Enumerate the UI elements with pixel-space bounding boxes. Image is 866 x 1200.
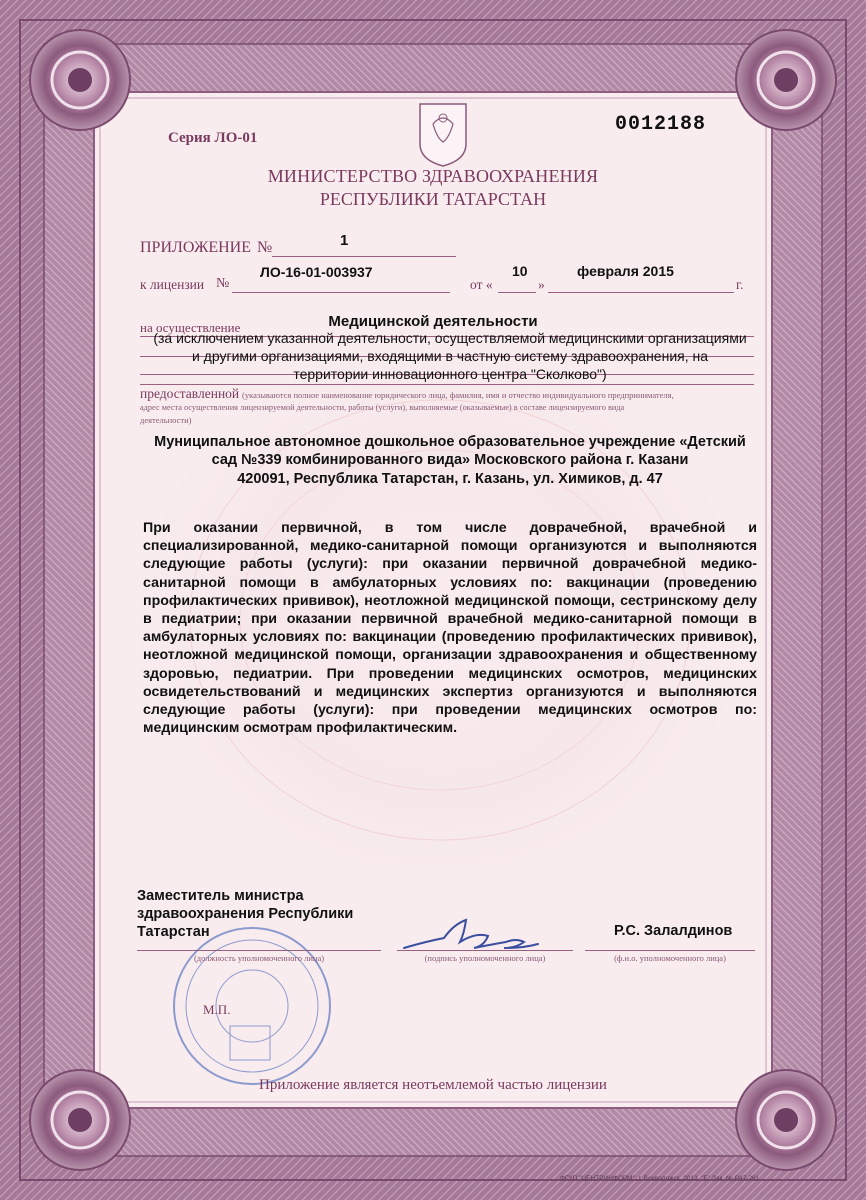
- license-number: ЛО-16-01-003937: [260, 264, 373, 280]
- granted-note-line-1: (указываются полное наименование юридического лица, фамилия, имя и отчество индивидуального предпринимателя,: [242, 390, 674, 400]
- activity-title: Медицинской деятельности: [328, 313, 538, 330]
- appendix-underline: [272, 256, 456, 257]
- activity-line-1: (за исключением указанной деятельности, осуществляемой медицинскими организациями: [153, 330, 747, 346]
- caption-name: (ф.и.о. уполномоченного лица): [614, 953, 726, 963]
- services-description: При оказании первичной, в том числе доврачебной, врачебной и специализированной, медико-санитарной помощи организуются и выполняются следующие работы (услуги): при оказании первичной доврачебной медико-санитарной помощи в амбулаторных условиях по: вакцинации (проведению профилактических прививок), неотложной медицинской помощи, сестринскому делу в педиатрии; при оказании первичной врачебной медико-санитарной помощи в амбулаторных условиях по: вакцинации (проведению профилактических прививок), неотложной медицинской помощи, организации здравоохранения и общественному здоровью, педиатрии. При проведении медицинских осмотров, медицинских освидетельствований и медицинских экспертиз организуются и выполняются следующие работы (услуги): при проведении медицинских осмотров по: медицинским осмотрам профилактическим.: [143, 520, 757, 737]
- signer-name: Р.С. Залалдинов: [614, 923, 733, 939]
- license-day-underline: [498, 292, 536, 293]
- printer-imprint: ФГУП "ЦЕНТРИНФОРМ", г. Всеволожск, 2013, "Б" Зак. № Р47-261: [560, 1175, 760, 1182]
- footer-note: Приложение является неотъемлемой частью лицензии: [259, 1077, 607, 1093]
- license-month-underline: [548, 292, 734, 293]
- coat-of-arms-icon: [420, 104, 466, 166]
- series-label: Серия ЛО-01: [168, 130, 258, 146]
- signer-position-line-1: Заместитель министра: [137, 888, 304, 904]
- license-year-suffix: г.: [736, 277, 744, 292]
- signature-underline: [397, 950, 573, 951]
- activity-underline-4: [140, 384, 754, 385]
- appendix-number: 1: [340, 232, 349, 249]
- license-day: 10: [512, 263, 528, 279]
- activity-line-3: территории инновационного центра "Сколково"): [293, 366, 607, 382]
- granted-label: предоставленной: [140, 386, 240, 401]
- license-num-sign: №: [216, 276, 230, 291]
- caption-position: (должность уполномоченного лица): [193, 953, 325, 963]
- position-underline: [137, 950, 381, 951]
- ministry-title-line2: РЕСПУБЛИКИ ТАТАРСТАН: [319, 189, 547, 209]
- caption-signature: (подпись уполномоченного лица): [424, 953, 546, 963]
- seal-place-label: М.П.: [203, 1002, 231, 1017]
- name-underline: [585, 950, 755, 951]
- organization-address: 420091, Республика Татарстан, г. Казань, ул. Химиков, д. 47: [237, 471, 663, 487]
- activity-label: на осуществление: [140, 320, 241, 335]
- appendix-label: ПРИЛОЖЕНИЕ: [140, 239, 252, 256]
- license-month-year: февраля 2015: [577, 263, 674, 279]
- license-number-underline: [232, 292, 450, 293]
- signer-position-line-2: здравоохранения Республики: [137, 906, 354, 922]
- organization-line-2: сад №339 комбинированного вида» Московского района г. Казани: [211, 452, 689, 468]
- ministry-title-line1: МИНИСТЕРСТВО ЗДРАВООХРАНЕНИЯ: [267, 166, 599, 186]
- appendix-num-sign: №: [257, 239, 273, 256]
- activity-line-2: и другими организациями, входящими в частную систему здравоохранения, на: [191, 348, 709, 364]
- organization-line-1: Муниципальное автономное дошкольное образовательное учреждение «Детский: [154, 434, 746, 450]
- form-number: 0012188: [615, 113, 707, 136]
- granted-note-line-3: деятельности): [140, 415, 192, 425]
- signer-position-line-3: Татарстан: [137, 924, 210, 940]
- license-label: к лицензии: [140, 277, 205, 292]
- granted-note-line-2: адрес места осуществления лицензируемой деятельности, работы (услуги), выполняемые (оказываемые) в составе лицензируемого вида: [140, 403, 625, 412]
- license-quote-close: »: [538, 277, 545, 292]
- license-from-label: от «: [470, 277, 493, 292]
